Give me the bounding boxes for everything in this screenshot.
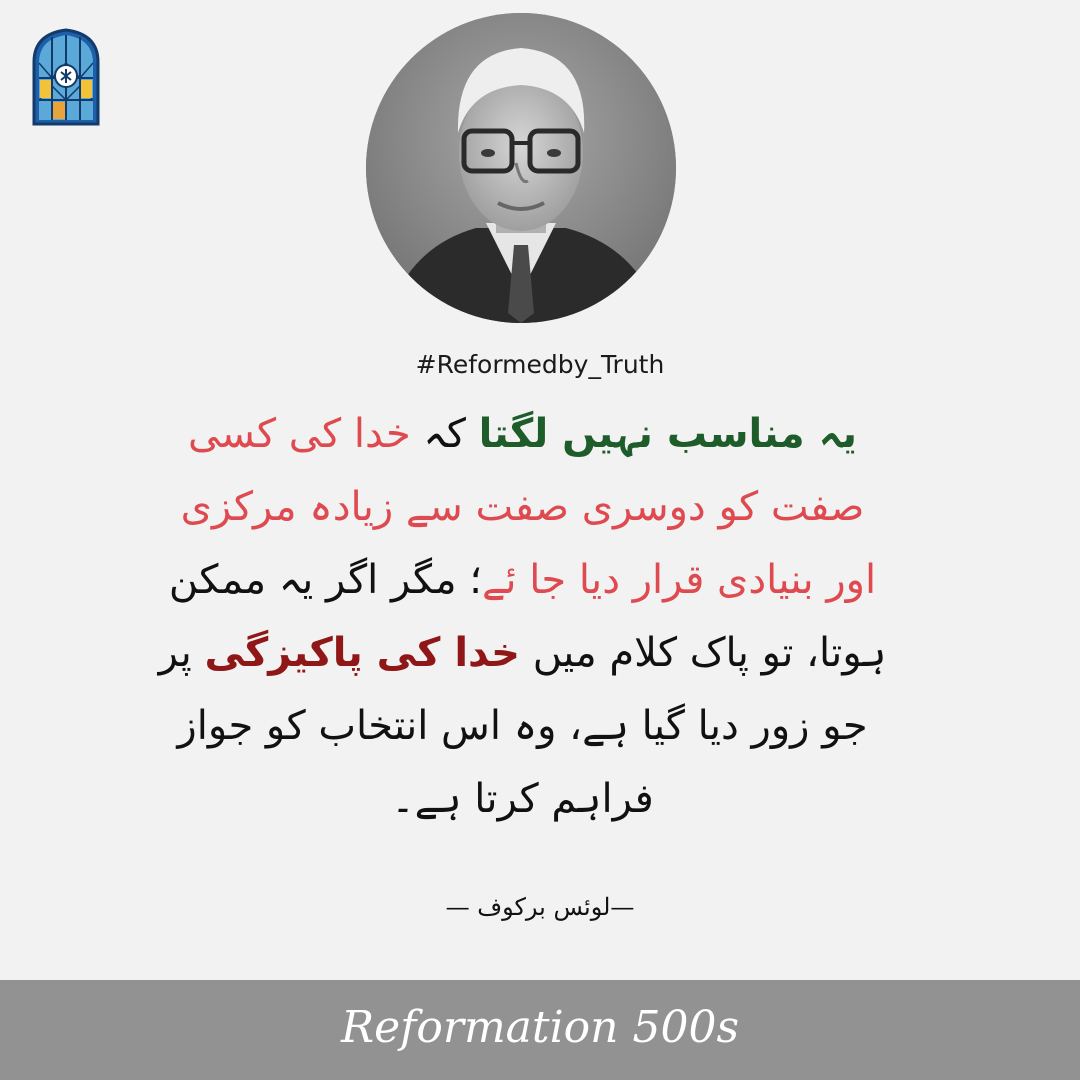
quote-highlight-red: صفت کو دوسری صفت سے زیادہ مرکزی — [180, 484, 865, 530]
author-portrait — [366, 13, 676, 323]
brand-wordmark: Reformation 500s — [340, 1002, 740, 1053]
quote-plain: جو زور دیا گیا ہے، وہ اس انتخاب کو جواز — [177, 703, 868, 749]
stained-glass-window-logo — [30, 28, 102, 126]
hashtag: #Reformedby_Truth — [415, 350, 665, 379]
quote-line-3 — [70, 544, 975, 617]
quote-plain: ؛ مگر اگر یہ ممکن — [168, 557, 482, 603]
quote-highlight-green: یہ مناسب نہیں لگتا — [478, 411, 858, 457]
quote-highlight-red: خدا کی کسی — [187, 411, 411, 457]
quote-plain: ہوتا، تو پاک کلام میں — [532, 630, 887, 676]
quote-text — [70, 398, 975, 836]
quote-highlight-red: اور بنیادی قرار دیا جا ئے — [481, 557, 877, 603]
quote-line-2 — [70, 471, 975, 544]
quote-line-6 — [70, 763, 975, 836]
quote-line-4 — [70, 617, 975, 690]
quote-highlight-maroon: خدا کی پاکیزگی — [204, 630, 520, 676]
quote-plain: پر — [158, 630, 192, 676]
author-attribution: —لوئس برکوف — — [445, 893, 635, 921]
quote-plain: کہ — [423, 411, 466, 457]
quote-line-1 — [70, 398, 975, 471]
quote-line-5 — [70, 690, 975, 763]
quote-plain: فراہم کرتا ہے۔ — [391, 776, 654, 822]
